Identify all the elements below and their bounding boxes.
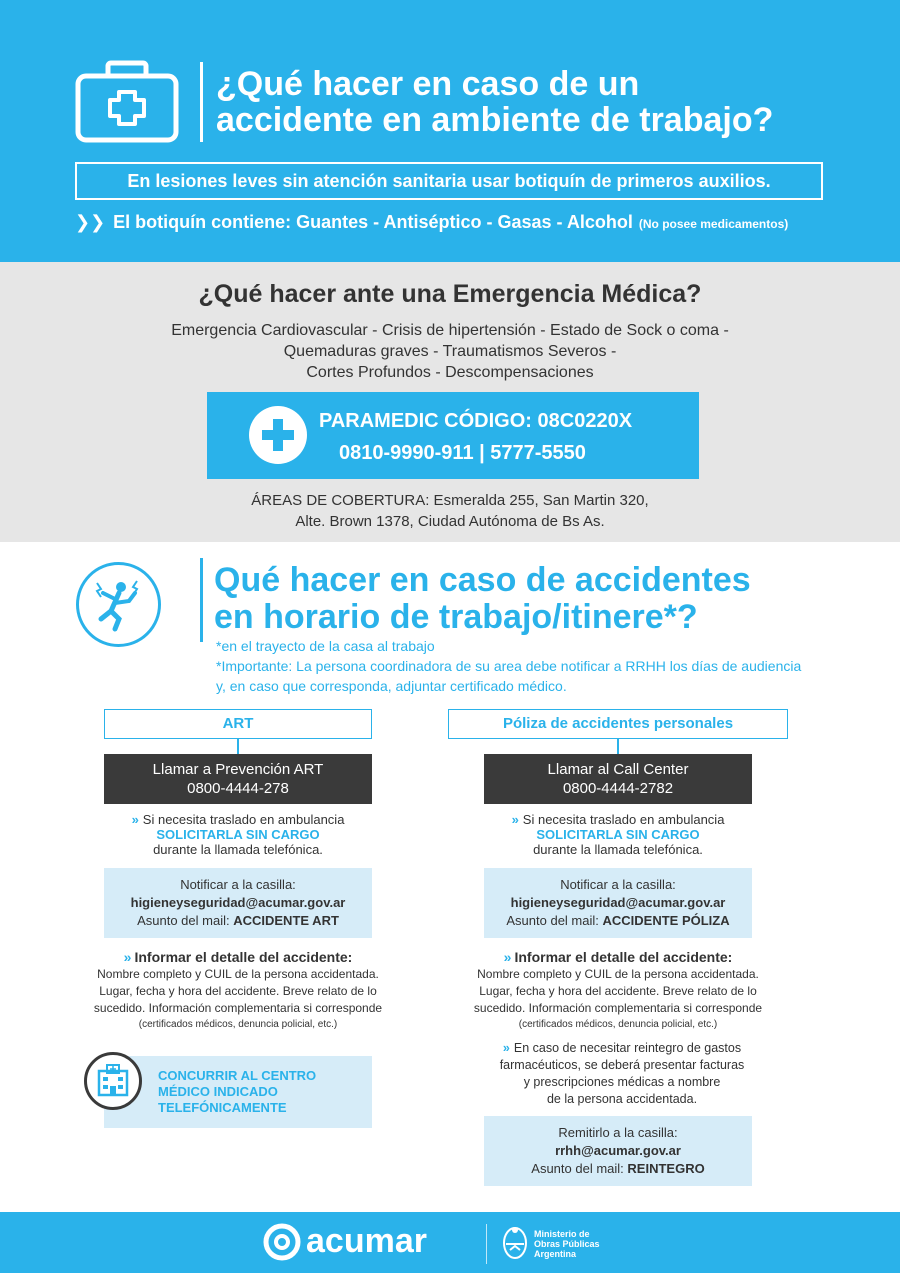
important-note: *Importante: La persona coordinadora de su area debe notificar a RRHH los días de audiencia y, en caso que corresponda, adjuntar certificado médico. xyxy=(216,658,802,694)
art-inform-line: Nombre completo y CUIL de la persona accidentada. xyxy=(97,967,379,981)
reintegro-info xyxy=(462,1040,782,1108)
art-inform-line: sucedido. Información complementaria si corresponde xyxy=(93,1001,383,1015)
paramedic-code: PARAMEDIC CÓDIGO: 08C0220X xyxy=(319,410,633,432)
coverage-line: ÁREAS DE COBERTURA: Esmeralda 255, San Martin 320, xyxy=(251,492,649,509)
art-inform-block xyxy=(80,948,396,1032)
concurrir-line: CONCURRIR AL CENTRO xyxy=(158,1068,317,1083)
accident-person-icon xyxy=(76,562,161,647)
chevron-right-icon: » xyxy=(502,1041,510,1055)
art-inform-line: Lugar, fecha y hora del accidente. Breve relato de lo xyxy=(99,984,377,998)
poliza-inform-small: (certificados médicos, denuncia policial, etc.) xyxy=(518,1019,718,1030)
poliza-inform-line: sucedido. Información complementaria si corresponde xyxy=(473,1001,763,1015)
emergency-list-line: Quemaduras graves - Traumatismos Severos - xyxy=(283,343,617,360)
art-amb-line: durante la llamada telefónica. xyxy=(153,842,323,857)
art-subject-label: Asunto del mail: xyxy=(137,913,230,928)
emergency-list-line: Cortes Profundos - Descompensaciones xyxy=(306,364,594,381)
kit-contents-note: (No posee medicamentos) xyxy=(638,217,789,231)
accidents-title-line: Qué hacer en caso de accidentes xyxy=(214,561,751,599)
top-banner xyxy=(0,0,900,262)
remit-subject-label: Asunto del mail: xyxy=(531,1161,624,1176)
art-inform-small: (certificados médicos, denuncia policial, etc.) xyxy=(138,1019,338,1030)
ministry-line: Argentina xyxy=(534,1249,577,1259)
title-divider xyxy=(200,62,203,142)
poliza-header: Póliza de accidentes personales xyxy=(448,709,788,739)
ministry-line: Ministerio de xyxy=(534,1229,590,1239)
emergency-list-line: Emergencia Cardiovascular - Crisis de hipertensión - Estado de Sock o coma - xyxy=(171,322,729,339)
art-notify-label: Notificar a la casilla: xyxy=(180,877,296,892)
remit-email: rrhh@acumar.gov.ar xyxy=(555,1143,681,1158)
chevron-right-icon: » xyxy=(511,812,519,827)
art-call-label: Llamar a Prevención ART xyxy=(152,761,324,778)
poliza-amb-free: SOLICITARLA SIN CARGO xyxy=(536,827,700,842)
emergency-title: ¿Qué hacer ante una Emergencia Médica? xyxy=(198,280,702,308)
page-title xyxy=(216,66,876,138)
national-shield-icon xyxy=(500,1222,530,1262)
footer xyxy=(0,1212,900,1273)
poliza-connector xyxy=(617,738,619,754)
title-line-2: accidente en ambiente de trabajo? xyxy=(216,101,774,139)
poliza-notify-label: Notificar a la casilla: xyxy=(560,877,676,892)
reint-line: y prescripciones médicas a nombre xyxy=(523,1075,721,1089)
poliza-amb-line: Si necesita traslado en ambulancia xyxy=(522,812,725,827)
art-notify-email: higieneyseguridad@acumar.gov.ar xyxy=(130,895,346,910)
art-notify-box xyxy=(104,868,372,938)
art-subject: ACCIDENTE ART xyxy=(233,913,339,928)
poliza-inform-line: Nombre completo y CUIL de la persona accidentada. xyxy=(477,967,759,981)
poliza-ambulance-info xyxy=(484,812,752,857)
first-aid-kit-icon xyxy=(74,60,180,144)
art-amb-free: SOLICITARLA SIN CARGO xyxy=(156,827,320,842)
accidents-divider xyxy=(200,558,203,642)
chevron-right-icon: » xyxy=(503,949,512,965)
medical-emergency-section xyxy=(0,262,900,542)
poliza-call-label: Llamar al Call Center xyxy=(547,761,689,778)
poliza-notify-box xyxy=(484,868,752,938)
double-chevron-icon: ❯❯ xyxy=(75,212,106,232)
poliza-call-phone: 0800-4444-2782 xyxy=(562,780,674,797)
chevron-right-icon: » xyxy=(131,812,139,827)
poliza-inform-block xyxy=(460,948,776,1032)
art-ambulance-info xyxy=(104,812,372,857)
footer-divider xyxy=(486,1224,487,1264)
poliza-amb-line: durante la llamada telefónica. xyxy=(533,842,703,857)
chevron-right-icon: » xyxy=(123,949,132,965)
acumar-logo-icon xyxy=(262,1222,302,1262)
acumar-brand: acumar xyxy=(306,1222,427,1260)
emergency-list xyxy=(100,320,800,383)
poliza-notify-email: higieneyseguridad@acumar.gov.ar xyxy=(510,895,726,910)
coverage-areas xyxy=(180,490,720,532)
art-inform-title: Informar el detalle del accidente: xyxy=(134,949,353,965)
accidents-title xyxy=(214,562,864,636)
reint-line: farmacéuticos, se deberá presentar facturas xyxy=(499,1058,745,1072)
kit-contents-text: El botiquín contiene: Guantes - Antiséptico - Gasas - Alcohol xyxy=(113,212,633,232)
reint-line: En caso de necesitar reintegro de gastos xyxy=(513,1041,742,1055)
hospital-icon xyxy=(84,1052,142,1110)
art-connector xyxy=(237,738,239,754)
concurrir-line: MÉDICO INDICADO xyxy=(158,1084,278,1099)
kit-contents xyxy=(75,210,855,234)
art-call-phone: 0800-4444-278 xyxy=(187,780,289,797)
poliza-inform-line: Lugar, fecha y hora del accidente. Breve relato de lo xyxy=(479,984,757,998)
poliza-inform-title: Informar el detalle del accidente: xyxy=(514,949,733,965)
minor-injuries-notice: En lesiones leves sin atención sanitaria usar botiquín de primeros auxilios. xyxy=(75,162,823,200)
poliza-call-box xyxy=(484,754,752,804)
ministry-line: Obras Públicas xyxy=(534,1239,600,1249)
itinere-note: *en el trayecto de la casa al trabajo xyxy=(216,638,435,654)
poliza-subject: ACCIDENTE PÓLIZA xyxy=(602,913,730,928)
paramedic-box xyxy=(207,392,699,479)
medical-plus-icon xyxy=(249,406,307,464)
title-line-1: ¿Qué hacer en caso de un xyxy=(216,65,640,103)
remit-label: Remitirlo a la casilla: xyxy=(558,1125,678,1140)
art-amb-line: Si necesita traslado en ambulancia xyxy=(142,812,345,827)
art-header: ART xyxy=(104,709,372,739)
concurrir-line: TELEFÓNICAMENTE xyxy=(158,1100,287,1115)
paramedic-phones: 0810-9990-911 | 5777-5550 xyxy=(339,442,586,464)
concurrir-text xyxy=(158,1068,368,1116)
art-call-box xyxy=(104,754,372,804)
poliza-subject-label: Asunto del mail: xyxy=(506,913,599,928)
remit-box xyxy=(484,1116,752,1186)
reint-line: de la persona accidentada. xyxy=(546,1092,698,1106)
remit-subject: REINTEGRO xyxy=(627,1161,705,1176)
coverage-line: Alte. Brown 1378, Ciudad Autónoma de Bs As. xyxy=(295,513,605,530)
ministry-text xyxy=(534,1229,614,1259)
accidents-title-line: en horario de trabajo/itinere*? xyxy=(214,598,698,636)
